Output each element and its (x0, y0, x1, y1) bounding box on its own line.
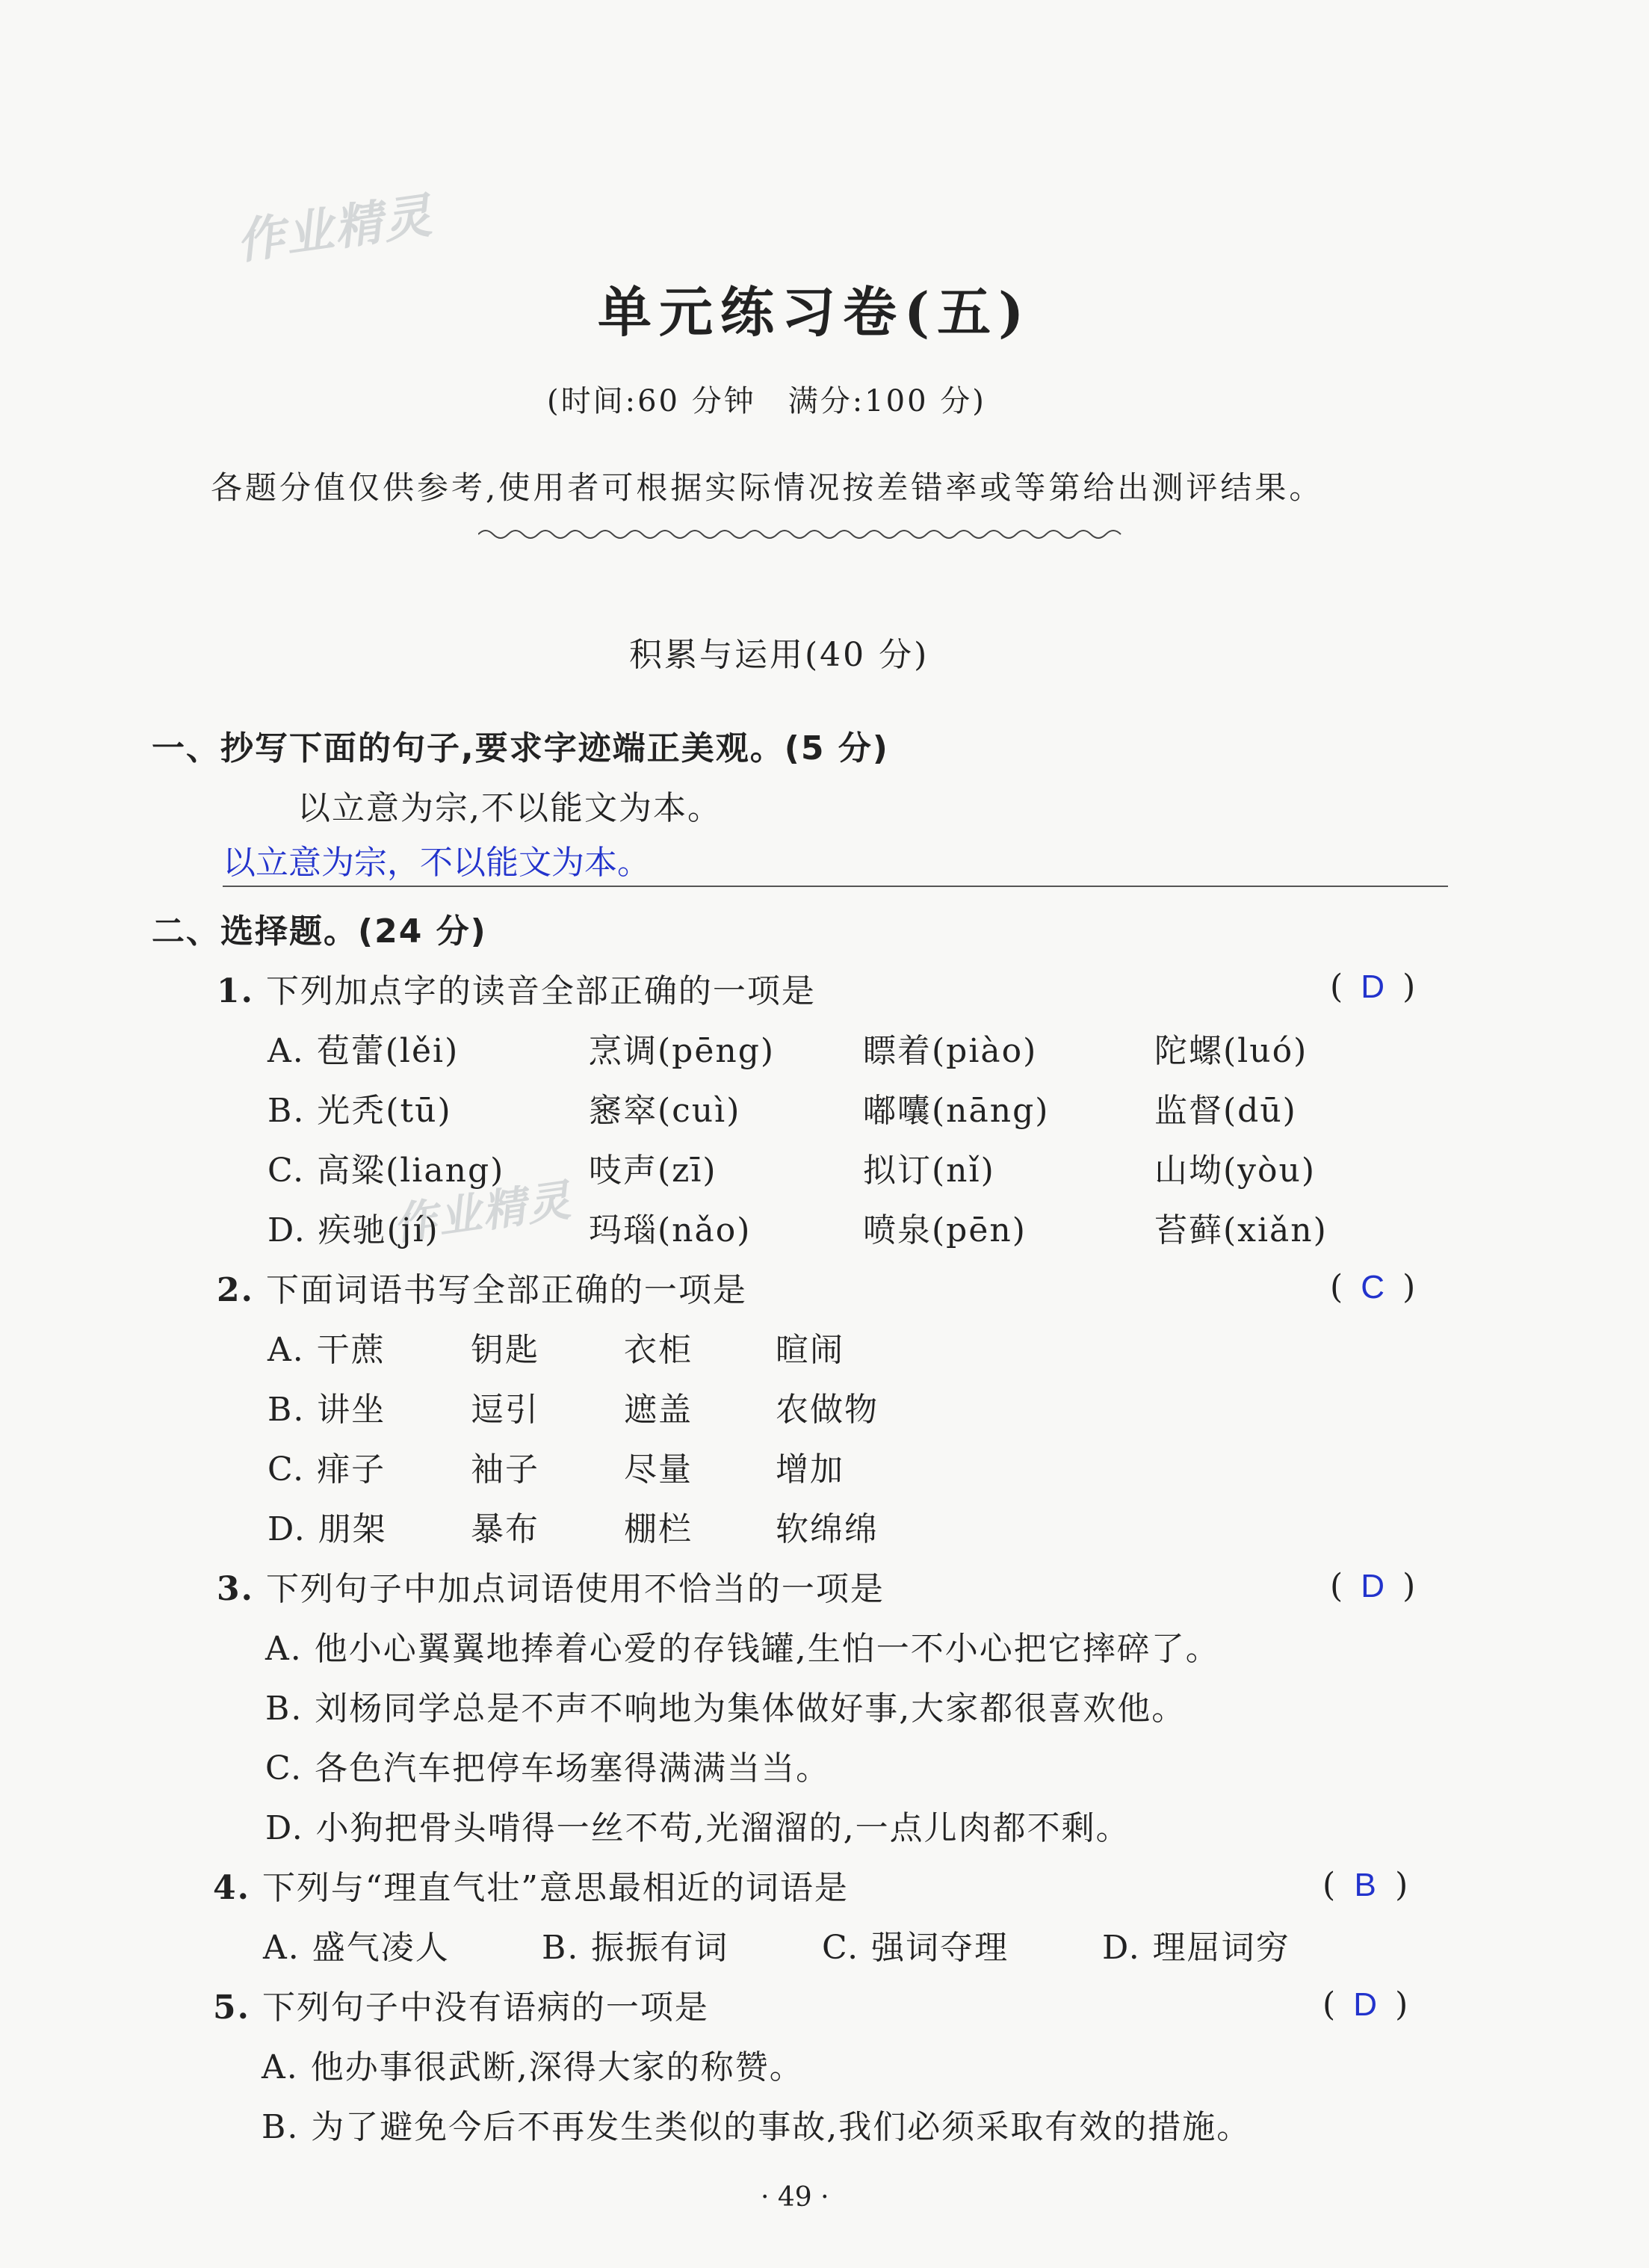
answer-bracket-5: ( D ) (1322, 1986, 1408, 2024)
q4-option-b: B. 振振有词 (542, 1929, 729, 1967)
q1-option-d-4: 苔藓(xiǎn) (1154, 1211, 1328, 1249)
q2-option-a-2: 钥匙 (471, 1331, 539, 1369)
q2-option-b-4: 农做物 (776, 1391, 879, 1429)
instructions-note: 各题分值仅供参考,使用者可根据实际情况按差错率或等第给出测评结果。 (211, 469, 1324, 506)
q1-option-c-3: 拟订(nǐ) (863, 1152, 995, 1190)
answer-1: D (1361, 968, 1385, 1005)
q2-option-d-4: 软绵绵 (776, 1510, 879, 1548)
q4-option-a: A. 盛气凌人 (263, 1929, 450, 1967)
q4-option-c: C. 强词夺理 (822, 1929, 1009, 1967)
answer-3: D (1361, 1568, 1385, 1604)
q1-option-a-2: 烹调(pēng) (589, 1032, 776, 1070)
q1-option-a-1: A. 苞蕾(lěi) (267, 1032, 460, 1070)
q3-option-c: C. 各色汽车把停车场塞得满满当当。 (265, 1749, 831, 1787)
q2-option-d-1: D. 朋架 (267, 1510, 387, 1548)
watermark-mid: 作业精灵 (390, 1174, 575, 1250)
question-1-heading: 一、抄写下面的句子,要求字迹端正美观。(5 分) (152, 729, 889, 767)
q2-option-b-1: B. 讲坐 (267, 1391, 386, 1429)
q1-option-d-3: 喷泉(pēn) (863, 1211, 1027, 1249)
answer-4: B (1354, 1867, 1376, 1903)
q1-option-d-1: D. 疾驰(jí) (267, 1211, 439, 1249)
q2-option-b-2: 逗引 (471, 1391, 539, 1429)
q2-option-a-3: 衣柜 (624, 1331, 693, 1369)
copy-sentence: 以立意为宗,不以能文为本。 (297, 789, 722, 827)
q2-option-b-3: 遮盖 (624, 1391, 693, 1429)
q4-option-d: D. 理屈词穷 (1102, 1929, 1290, 1967)
mc-question-3 (217, 1562, 885, 1610)
handwritten-answer: 以立意为宗，不以能文为本。 (223, 844, 650, 881)
mc-question-2-text: 下面词语书写全部正确的一项是 (265, 1271, 747, 1309)
mc-question-3-number: 3. (217, 1570, 254, 1608)
section-title: 积累与运用(40 分) (629, 636, 929, 674)
q5-option-b: B. 为了避免今后不再发生类似的事故,我们必须采取有效的措施。 (262, 2108, 1252, 2146)
q3-option-d: D. 小狗把骨头啃得一丝不苟,光溜溜的,一点儿肉都不剩。 (265, 1809, 1130, 1847)
q2-option-c-3: 尽量 (624, 1450, 693, 1489)
q2-option-a-1: A. 干蔗 (267, 1331, 386, 1369)
mc-question-4-text: 下列与“理直气壮”意思最相近的词语是 (262, 1869, 849, 1907)
mc-question-5-number: 5. (213, 1989, 250, 2027)
q2-option-d-3: 棚栏 (624, 1510, 693, 1548)
q1-option-a-4: 陀螺(luó) (1154, 1032, 1308, 1070)
question-2-heading: 二、选择题。(24 分) (152, 912, 487, 951)
q2-option-c-1: C. 痱子 (267, 1450, 386, 1489)
mc-question-4 (213, 1861, 849, 1909)
answer-bracket-1: ( D ) (1330, 968, 1416, 1006)
mc-question-2 (217, 1263, 747, 1311)
q3-option-b: B. 刘杨同学总是不声不响地为集体做好事,大家都很喜欢他。 (265, 1690, 1187, 1728)
q1-option-a-3: 瞟着(piào) (863, 1032, 1038, 1070)
q1-option-c-4: 山坳(yòu) (1154, 1152, 1317, 1190)
mc-question-4-number: 4. (213, 1869, 250, 1907)
q2-option-c-2: 袖子 (471, 1450, 539, 1489)
answer-bracket-2: ( C ) (1330, 1268, 1416, 1306)
page-title: 单元练习卷(五) (598, 280, 1032, 344)
q5-option-a: A. 他办事很武断,深得大家的称赞。 (262, 2048, 804, 2086)
q1-option-b-3: 嘟囔(nāng) (863, 1092, 1050, 1130)
q2-option-d-2: 暴布 (471, 1510, 539, 1548)
watermark-top: 作业精灵 (232, 188, 436, 271)
mc-question-2-number: 2. (217, 1271, 254, 1309)
q1-option-d-2: 玛瑙(nǎo) (589, 1211, 752, 1249)
q1-option-b-1: B. 光秃(tū) (267, 1092, 452, 1130)
answer-2: C (1361, 1269, 1385, 1306)
q1-option-c-2: 吱声(zī) (589, 1152, 717, 1190)
answer-line (223, 886, 1448, 887)
q2-option-a-4: 暄闹 (776, 1331, 844, 1369)
q2-option-c-4: 增加 (776, 1450, 844, 1489)
mc-question-5-text: 下列句子中没有语病的一项是 (262, 1989, 709, 2027)
answer-bracket-3: ( D ) (1330, 1567, 1416, 1605)
answer-5: D (1353, 1986, 1378, 2023)
mc-question-1 (217, 964, 816, 1012)
q1-option-b-4: 监督(dū) (1154, 1092, 1297, 1130)
exam-meta: (时间:60 分钟 满分:100 分) (547, 384, 986, 418)
q3-option-a: A. 他小心翼翼地捧着心爱的存钱罐,生怕一不小心把它摔碎了。 (265, 1630, 1220, 1668)
answer-bracket-4: ( B ) (1322, 1866, 1408, 1904)
decorative-divider (478, 527, 1128, 542)
page-number: · 49 · (761, 2182, 829, 2213)
mc-question-5 (213, 1980, 709, 2028)
mc-question-1-number: 1. (217, 972, 254, 1010)
mc-question-3-text: 下列句子中加点词语使用不恰当的一项是 (265, 1570, 885, 1608)
q1-option-b-2: 窸窣(cuì) (589, 1092, 741, 1130)
mc-question-1-text: 下列加点字的读音全部正确的一项是 (265, 972, 816, 1010)
q1-option-c-1: C. 高粱(liang) (267, 1152, 505, 1190)
